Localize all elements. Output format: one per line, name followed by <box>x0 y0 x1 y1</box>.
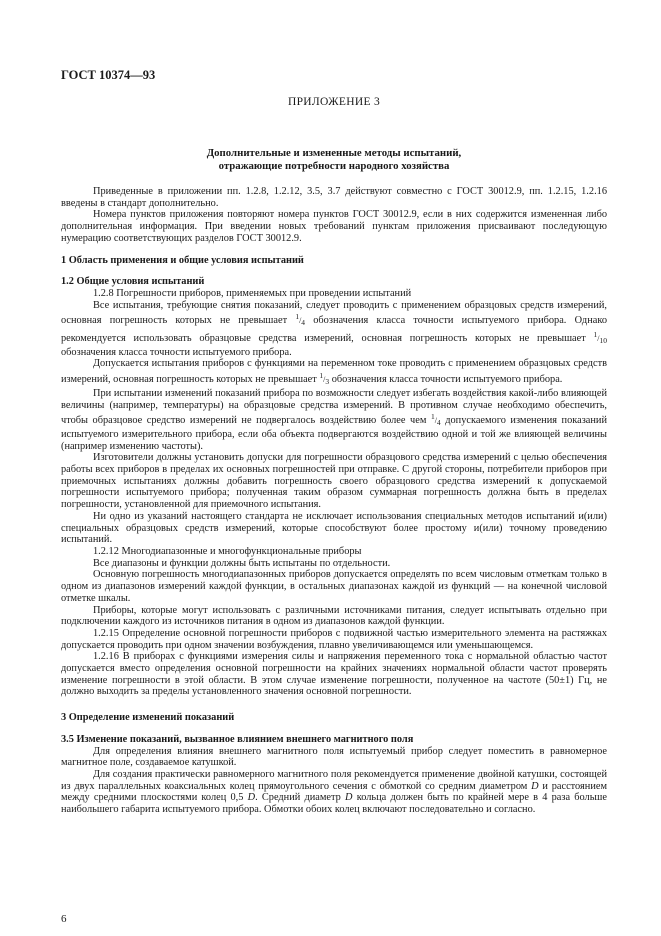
fraction-one-tenth: $^1/_{10}$ <box>593 330 607 346</box>
paragraph: Ни одно из указаний настоящего стандарта не исключает использования специальных методов испытаний и(или) специальных образцовых средств измерений, которые способствуют более простому и(или) точному проведению испытаний. <box>61 510 607 546</box>
variable-D: D <box>531 780 539 792</box>
fraction-one-third: $^1/_3$ <box>319 371 330 387</box>
paragraph: Все диапазоны и функции должны быть испытаны по отдельности. <box>93 557 391 569</box>
text-run: При испытании изменений показаний прибора по возможности следует избегать воздействия какой-либо влияющей величины (например, температуры) на образцовые средства измерений. В противном случае необходимо обеспечить, чтобы образцовое средство измерений не подвергалось воздействию более чем <box>61 387 607 427</box>
text-run: . Средний диаметр <box>255 792 346 804</box>
fraction-denominator: 4 <box>436 418 441 428</box>
text-run: и расстоянием между средними плоскостями колец 0,5 <box>61 780 607 804</box>
title-line-2: отражающие потребности народного хозяйства <box>218 160 450 172</box>
fraction-numerator: 1 <box>430 412 435 422</box>
fraction-one-quarter: $^1/_4$ <box>430 412 441 428</box>
standard-code: ГОСТ 10374—93 <box>61 68 156 82</box>
appendix-label: ПРИЛОЖЕНИЕ 3 <box>287 96 380 108</box>
text-run: обозначения класса точности испытуемого прибора. <box>329 374 563 386</box>
section-heading: 3 Определение изменений показаний <box>61 712 235 724</box>
appendix-title <box>61 147 607 173</box>
section-heading: 1 Область применения и общие условия испытаний <box>61 254 304 266</box>
fraction-numerator: 1 <box>295 312 300 322</box>
text-run: Все испытания, требующие снятия показаний, следует проводить с применением образцовых средств измерений, основная погрешность которых не превышает <box>61 299 607 327</box>
paragraph: 1.2.16 В приборах с функциями измерения силы и напряжения переменного тока с нормальной областью частот допускается вместо определения основной погрешности на крайних значениях нормальной области частот проверять изменение погрешности в этой области. В этом случае изменение погрешности, полученное на частоте (50±1) Гц, не должно выходить за пределы установленного значения основной погрешности. <box>61 651 607 698</box>
fraction-one-quarter: $^1/_4$ <box>295 312 306 328</box>
fraction-denominator: 4 <box>301 318 306 328</box>
paragraph <box>61 300 607 359</box>
text-run: кольца должен быть по крайней мере в 4 раза больше наибольшего габарита испытуемого прибора. Обмотки обоих колец включают последовательно и согласно. <box>61 792 607 816</box>
text-run: обозначения класса точности испытуемого прибора. Однако рекомендуется использовать образцовые средства измерений, основная погрешность которых не превышает <box>61 315 607 345</box>
paragraph: Приборы, которые могут использовать с различными источниками питания, следует испытывать отдельно при подключении каждого из источников питания в одном из диапазонов каждой функции. <box>61 604 607 628</box>
fraction-denominator: 3 <box>325 377 330 387</box>
variable-D: D <box>345 792 353 804</box>
variable-D: D <box>247 792 256 804</box>
text-run: Допускается испытания приборов с функциями на переменном токе проводить с применением образцовых средств измерений, основная погрешность которых не превышает <box>61 358 607 386</box>
clause-heading: 1.2.8 Погрешности приборов, применяемых при проведении испытаний <box>93 287 412 299</box>
text-run: допускаемого изменения показаний испытуемого измерительного прибора, если оба объекта подвергаются воздействию одной и той же влияющей величины (например изменению частоты). <box>61 415 608 452</box>
fraction-denominator: 10 <box>599 336 607 346</box>
paragraph <box>61 769 607 816</box>
fraction-numerator: 1 <box>319 371 324 381</box>
paragraph: Изготовители должны установить допуски для погрешности образцового средства измерений с целью обеспечения работы всех приборов в пределах их основных погрешностей при отправке. С другой стороны, потребители приборов при приемочных испытаниях должны добавить погрешность своего образцового средства измерений к допускаемой погрешности испытуемого прибора; полученная таким образом суммарная погрешность должна быть в пределах погрешности, установленной для приемочного испытания. <box>61 452 607 511</box>
subsection-heading: 3.5 Изменение показаний, вызванное влиянием внешнего магнитного поля <box>61 733 414 745</box>
document-page <box>61 0 607 936</box>
paragraph: Основную погрешность многодиапазонных приборов допускается определять по всем числовым отметкам только в одном из диапазонов измерений каждой функции, в остальных диапазонах каждой из функций — на конечной числовой отметке шкалы. <box>61 569 607 604</box>
title-line-1: Дополнительные и измененные методы испытаний, <box>206 147 462 159</box>
clause-heading: 1.2.12 Многодиапазонные и многофункциональные приборы <box>93 545 362 557</box>
paragraph: Для определения влияния внешнего магнитного поля испытуемый прибор следует поместить в равномерное магнитное поле, создаваемое катушкой. <box>61 745 607 769</box>
paragraph: Номера пунктов приложения повторяют номера пунктов ГОСТ 30012.9, если в них содержится измененная либо дополнительная информация. При введении новых требований пунктам приложения присваивают последующую нумерацию соответствующих разделов ГОСТ 30012.9. <box>61 209 607 244</box>
text-run: Для создания практически равномерного магнитного поля рекомендуется применение двойной катушки, состоящей из двух параллельных коаксиальных колец прямоугольного сечения с обмоткой со средним диаметром <box>61 768 607 792</box>
paragraph: 1.2.15 Определение основной погрешности приборов с подвижной частью измерительного элемента на растяжках допускается проводить при одном значении возбуждения, плавно увеличивающемся или уменьшающемся. <box>61 627 607 651</box>
page-number: 6 <box>61 913 67 925</box>
fraction-numerator: 1 <box>593 330 598 340</box>
paragraph <box>61 388 607 453</box>
document-body <box>61 186 607 816</box>
text-run: обозначения класса точности испытуемого прибора. <box>61 346 292 358</box>
paragraph <box>61 358 607 387</box>
paragraph: Приведенные в приложении пп. 1.2.8, 1.2.12, 3.5, 3.7 действуют совместно с ГОСТ 30012.9, пп. 1.2.15, 1.2.16 введены в стандарт дополнительно. <box>61 186 607 209</box>
subsection-heading: 1.2 Общие условия испытаний <box>61 276 205 288</box>
